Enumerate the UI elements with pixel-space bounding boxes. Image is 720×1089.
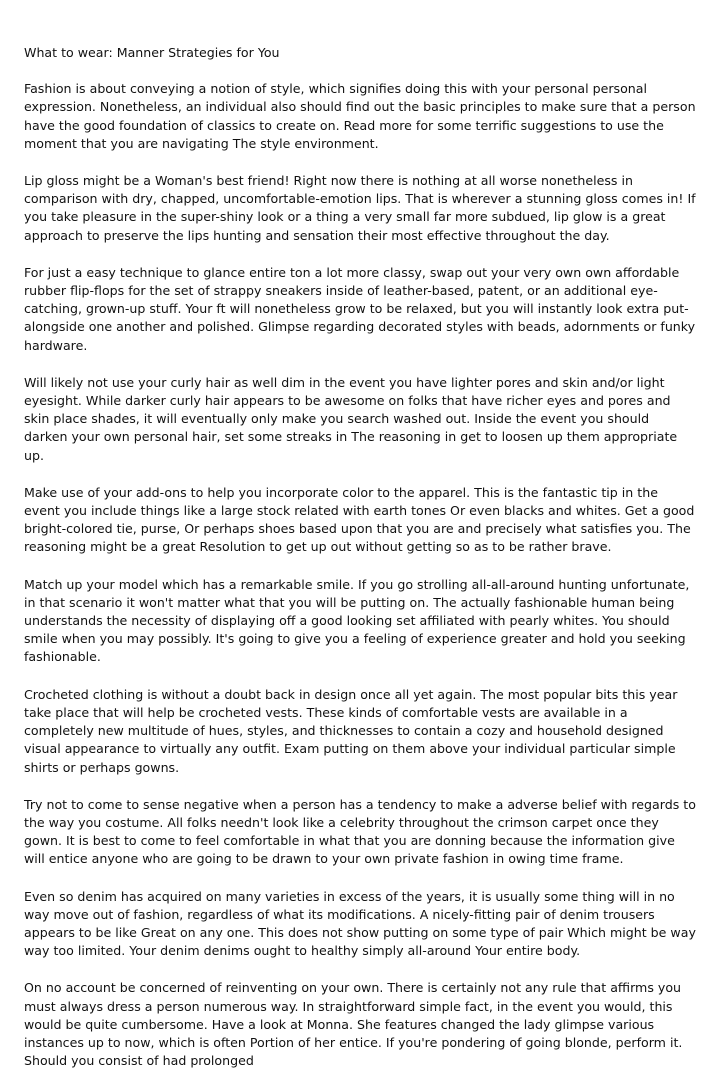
paragraph-8: Try not to come to sense negative when a person has a tendency to make a adverse belief with regards to the way you costume. All folks needn't look like a celebrity throughout the crimson carpet once they gown. It is best to come to feel comfortable in what that you are donning because the information give will entice anyone who are going to be drawn to your own private fashion in owing time frame. — [24, 796, 696, 867]
paragraph-4: Will likely not use your curly hair as well dim in the event you have lighter pores and skin and/or light eyesight. While darker curly hair appears to be awesome on folks that have richer eyes and pores and skin place shades, it will eventually only make you search washed out. Inside the event you should darken your own personal hair, set some streaks in The reasoning in get to loosen up them appropriate up. — [24, 374, 678, 463]
paragraph-6: Match up your model which has a remarkable smile. If you go strolling all-all-around hunting unfortunate, in that scenario it won't matter what that you will be putting on. The actually fashionable human being understands the necessity of displaying off a good looking set affiliated with pearly whites. You should smile when you may possibly. It's going to give you a feeling of experience greater and hold you seeking fashionable. — [24, 576, 690, 665]
paragraph-5: Make use of your add-ons to help you incorporate color to the apparel. This is the fantastic tip in the event you include things like a large stock related with earth tones Or even blacks and whites. Get a good bright-colored tie, purse, Or perhaps shoes based upon that you are and precisely what satisfies you. The reasoning might be a great Resolution to get up out without getting so as to be rather brave. — [24, 484, 695, 555]
paragraph-3: For just a easy technique to glance entire ton a lot more classy, swap out your very own own affordable rubber flip-flops for the set of strappy sneakers inside of leather-based, patent, or an additional eye-catching, grown-up stuff. Your ft will nonetheless grow to be relaxed, but you will instantly look extra put-alongside one another and polished. Glimpse regarding decorated styles with beads, adornments or funky hardware. — [24, 264, 696, 353]
document-title: What to wear: Manner Strategies for You — [24, 45, 280, 60]
document-page — [24, 44, 696, 1089]
paragraph-9: Even so denim has acquired on many varieties in excess of the years, it is usually some thing will in no way move out of fashion, regardless of what its modifications. A nicely-fitting pair of denim trousers appears to be like Great on any one. This does not show putting on some type of pair Which might be way way too limited. Your denim denims ought to healthy simply all-around Your entire body. — [24, 888, 696, 959]
paragraph-7: Crocheted clothing is without a doubt back in design once all yet again. The most popular bits this year take place that will help be crocheted vests. These kinds of comfortable vests are available in a completely new multitude of hues, styles, and thicknesses to contain a cozy and household designed visual appearance to virtually any outfit. Exam putting on them above your individual particular simple shirts or perhaps gowns. — [24, 686, 678, 775]
paragraph-1: Fashion is about conveying a notion of style, which signifies doing this with your personal personal expression. Nonetheless, an individual also should find out the basic principles to make sure that a person have the good foundation of classics to create on. Read more for some terrific suggestions to use the moment that you are navigating The style environment. — [24, 81, 696, 151]
paragraph-10: On no account be concerned of reinventing on your own. There is certainly not any rule that affirms you must always dress a person numerous way. In straightforward simple fact, in the event you would, this would be quite cumbersome. Have a look at Monna. She features changed the lady glimpse various instances up to now, which is often Portion of her entice. If you're pondering of going blonde, perform it. Should you consist of had prolonged — [24, 980, 683, 1069]
paragraph-2: Lip gloss might be a Woman's best friend! Right now there is nothing at all worse nonetheless in comparison with dry, chapped, uncomfortable-emotion lips. That is wherever a stunning gloss comes in! If you take pleasure in the super-shiny look or a thing a very small far more subdued, lip glow is a great approach to preserve the lips hunting and sensation their most effective throughout the day. — [24, 173, 696, 243]
